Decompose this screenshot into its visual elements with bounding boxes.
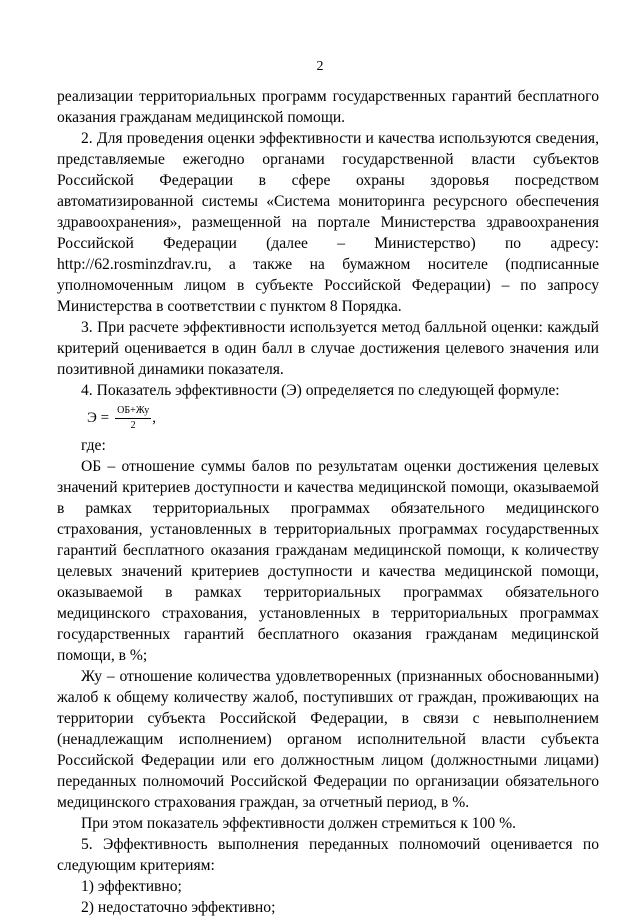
paragraph-ob-definition: ОБ – отношение суммы балов по результатам оценки достижения целевых значений критериев доступности и качества медицинской помощи, оказываемой в рамках территориальных программах обязательного медицинского страхования, установленных в территориальных программах государственных гарантий бесплатного оказания гражданам медицинской помощи, к количеству целевых значений критериев доступности и качества медицинской помощи, оказываемой в рамках территориальных программах обязательного медицинского страхования, установленных в территориальных программах государственных гарантий бесплатного оказания гражданам медицинской помощи, в %; bbox=[57, 458, 599, 664]
criterion-1: 1) эффективно; bbox=[81, 878, 182, 895]
formula-denominator: 2 bbox=[130, 419, 136, 431]
formula-lhs: Э = bbox=[87, 409, 110, 426]
paragraph-3: 3. При расчете эффективности используется метод балльной оценки: каждый критерий оценивается в один балл в случае достижения целевого значения или позитивной динамики показателя. bbox=[57, 319, 599, 378]
paragraph-zhu-definition: Жу – отношение количества удовлетворенных (признанных обоснованными) жалоб к общему количеству жалоб, поступивших от граждан, проживающих на территории субъекта Российской Федерации, в связи с невыполнением (ненадлежащим исполнением) органом исполнительной власти субъекта Российской Федерации или его должностным лицом (должностными лицами) переданных полномочий Российской Федерации по организации обязательного медицинского страхования граждан, за отчетный период, в %. bbox=[57, 668, 599, 811]
paragraph-strive: При этом показатель эффективности должен стремиться к 100 %. bbox=[81, 815, 516, 832]
formula-fraction bbox=[115, 405, 151, 432]
paragraph-continuation: реализации территориальных программ государственных гарантий бесплатного оказания гражданам медицинской помощи. bbox=[57, 88, 599, 126]
document-body bbox=[57, 86, 599, 918]
where-label: где: bbox=[81, 437, 106, 454]
criterion-2: 2) недостаточно эффективно; bbox=[81, 899, 276, 916]
formula-numerator: ОБ+Жу bbox=[115, 405, 151, 419]
page-number: 2 bbox=[316, 59, 324, 74]
paragraph-5: 5. Эффективность выполнения переданных полномочий оценивается по следующим критериям: bbox=[57, 836, 599, 874]
efficiency-formula bbox=[57, 401, 599, 435]
paragraph-4: 4. Показатель эффективности (Э) определяется по следующей формуле: bbox=[81, 382, 560, 399]
paragraph-2: 2. Для проведения оценки эффективности и качества используются сведения, представляемые ежегодно органами государственной власти субъектов Российской Федерации в сфере охраны здоровья посредством автоматизированной системы «Система мониторинга ресурсного обеспечения здравоохранения», размещенной на портале Министерства здравоохранения Российской Федерации (далее – Министерство) по адресу: http://62.rosminzdrav.ru, а также на бумажном носителе (подписанные уполномоченным лицом в субъекте Российской Федерации) – по запросу Министерства в соответствии с пунктом 8 Порядка. bbox=[57, 130, 599, 315]
formula-comma: , bbox=[152, 409, 156, 426]
